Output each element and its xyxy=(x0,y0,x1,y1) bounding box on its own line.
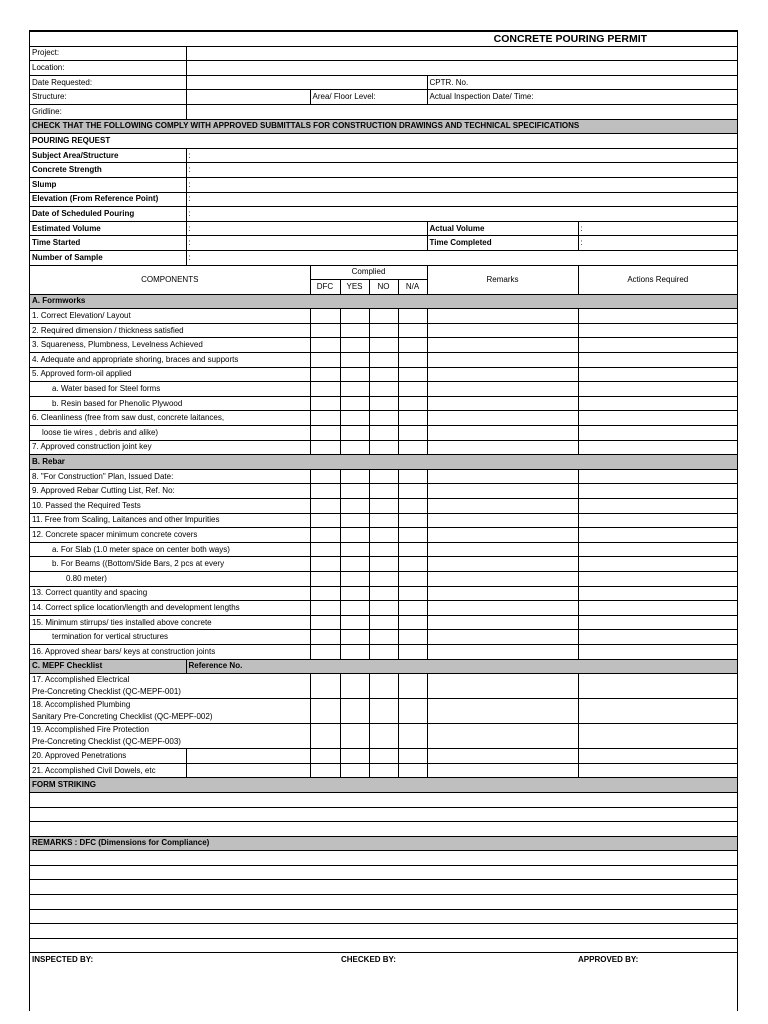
mepf-item-line2: Pre-Concreting Checklist (QC-MEPF-003) xyxy=(32,737,181,747)
remarks-cell[interactable] xyxy=(427,615,578,630)
check-cell[interactable] xyxy=(340,484,369,499)
number-of-sample-field[interactable]: : xyxy=(186,250,737,265)
remarks-line[interactable] xyxy=(30,924,737,939)
gridline-field[interactable] xyxy=(186,104,737,119)
mepf-item-20: 20. Approved Penetrations xyxy=(30,749,186,764)
actions-cell[interactable] xyxy=(578,367,737,382)
check-cell[interactable] xyxy=(310,513,340,528)
check-cell[interactable] xyxy=(398,542,427,557)
time-completed-label: Time Completed xyxy=(427,236,578,251)
check-cell[interactable] xyxy=(398,528,427,543)
remarks-cell[interactable] xyxy=(427,586,578,601)
check-cell[interactable] xyxy=(369,513,398,528)
check-cell[interactable] xyxy=(340,571,369,586)
check-cell[interactable] xyxy=(369,440,398,455)
check-cell[interactable] xyxy=(310,440,340,455)
form-striking-line[interactable] xyxy=(30,807,737,822)
actual-inspection-label: Actual Inspection Date/ Time: xyxy=(427,90,737,105)
actions-cell[interactable] xyxy=(578,323,737,338)
check-cell[interactable] xyxy=(369,630,398,645)
check-cell[interactable] xyxy=(398,309,427,324)
check-cell[interactable] xyxy=(310,644,340,659)
checklist-item: 16. Approved shear bars/ keys at construction joints xyxy=(30,644,310,659)
check-cell[interactable] xyxy=(369,499,398,514)
actions-cell[interactable] xyxy=(578,674,737,699)
checklist-item: 6. Cleanliness (free from saw dust, concrete laitances, xyxy=(30,411,310,426)
checklist-item: b. For Beams ((Bottom/Side Bars, 2 pcs at every xyxy=(30,557,310,572)
check-cell[interactable] xyxy=(398,586,427,601)
remarks-heading: REMARKS : DFC (Dimensions for Compliance) xyxy=(30,836,737,851)
remarks-cell[interactable] xyxy=(427,396,578,411)
remarks-cell[interactable] xyxy=(427,469,578,484)
remarks-cell[interactable] xyxy=(427,367,578,382)
check-cell[interactable] xyxy=(340,440,369,455)
check-cell[interactable] xyxy=(340,528,369,543)
checklist-item: 1. Correct Elevation/ Layout xyxy=(30,309,310,324)
checklist-item: 11. Free from Scaling, Laitances and other Impurities xyxy=(30,513,310,528)
check-cell[interactable] xyxy=(310,601,340,616)
structure-field[interactable] xyxy=(186,90,310,105)
check-cell[interactable] xyxy=(398,571,427,586)
actions-cell[interactable] xyxy=(578,338,737,353)
actions-cell[interactable] xyxy=(578,411,737,426)
checklist-item: 9. Approved Rebar Cutting List, Ref. No: xyxy=(30,484,310,499)
check-cell[interactable] xyxy=(369,411,398,426)
remarks-cell[interactable] xyxy=(427,644,578,659)
mepf-item-line2: Sanitary Pre-Concreting Checklist (QC-MEPF-002) xyxy=(32,712,213,722)
check-cell[interactable] xyxy=(369,484,398,499)
check-cell[interactable] xyxy=(310,323,340,338)
check-cell[interactable] xyxy=(340,644,369,659)
check-cell[interactable] xyxy=(310,469,340,484)
check-cell[interactable] xyxy=(398,338,427,353)
remarks-cell[interactable] xyxy=(427,699,578,724)
remarks-cell[interactable] xyxy=(427,557,578,572)
estimated-volume-field[interactable]: : xyxy=(186,221,427,236)
checklist-item: 7. Approved construction joint key xyxy=(30,440,310,455)
checklist-item: 8. "For Construction" Plan, Issued Date: xyxy=(30,469,310,484)
subject-area-label: Subject Area/Structure xyxy=(30,148,186,163)
mepf-checklist-item xyxy=(30,674,310,699)
check-cell[interactable] xyxy=(310,542,340,557)
check-cell[interactable] xyxy=(398,426,427,441)
date-requested-field[interactable] xyxy=(186,75,427,90)
check-cell[interactable] xyxy=(369,571,398,586)
date-scheduled-field[interactable]: : xyxy=(186,207,737,222)
mepf-reference-heading: Reference No. xyxy=(186,659,737,674)
check-cell[interactable] xyxy=(398,699,427,724)
mepf-checklist-item xyxy=(30,724,310,749)
check-cell[interactable] xyxy=(310,309,340,324)
actual-volume-field[interactable]: : xyxy=(578,221,737,236)
check-cell[interactable] xyxy=(340,557,369,572)
check-cell[interactable] xyxy=(340,763,369,778)
check-cell[interactable] xyxy=(398,644,427,659)
remarks-cell[interactable] xyxy=(427,571,578,586)
checklist-item: termination for vertical structures xyxy=(30,630,310,645)
remarks-cell[interactable] xyxy=(427,528,578,543)
check-cell[interactable] xyxy=(398,630,427,645)
check-cell[interactable] xyxy=(340,353,369,368)
check-cell[interactable] xyxy=(340,396,369,411)
check-cell[interactable] xyxy=(340,586,369,601)
mepf-heading: C. MEPF Checklist xyxy=(30,659,186,674)
actions-cell[interactable] xyxy=(578,469,737,484)
check-cell[interactable] xyxy=(310,528,340,543)
number-of-sample-label: Number of Sample xyxy=(30,250,186,265)
time-completed-field[interactable]: : xyxy=(578,236,737,251)
check-cell[interactable] xyxy=(310,484,340,499)
check-cell[interactable] xyxy=(398,749,427,764)
actions-cell[interactable] xyxy=(578,382,737,397)
checklist-item: a. For Slab (1.0 meter space on center both ways) xyxy=(30,542,310,557)
components-header: COMPONENTS xyxy=(30,265,310,294)
check-cell[interactable] xyxy=(340,323,369,338)
remarks-cell[interactable] xyxy=(427,513,578,528)
check-cell[interactable] xyxy=(369,396,398,411)
check-cell[interactable] xyxy=(340,469,369,484)
remarks-cell[interactable] xyxy=(427,309,578,324)
actions-cell[interactable] xyxy=(578,601,737,616)
mepf-item-line1: 17. Accomplished Electrical xyxy=(32,675,130,685)
form-striking-heading: FORM STRIKING xyxy=(30,778,737,793)
check-cell[interactable] xyxy=(398,469,427,484)
concrete-strength-label: Concrete Strength xyxy=(30,163,186,178)
check-cell[interactable] xyxy=(398,367,427,382)
check-cell[interactable] xyxy=(369,528,398,543)
check-cell[interactable] xyxy=(340,615,369,630)
remarks-cell[interactable] xyxy=(427,749,578,764)
check-cell[interactable] xyxy=(340,367,369,382)
check-cell[interactable] xyxy=(369,699,398,724)
checklist-item: 13. Correct quantity and spacing xyxy=(30,586,310,601)
check-cell[interactable] xyxy=(369,367,398,382)
checklist-item: 5. Approved form-oil applied xyxy=(30,367,310,382)
check-cell[interactable] xyxy=(398,557,427,572)
permit-table xyxy=(30,31,737,967)
check-cell[interactable] xyxy=(369,615,398,630)
form-striking-line[interactable] xyxy=(30,822,737,837)
check-cell[interactable] xyxy=(369,644,398,659)
compliance-banner: CHECK THAT THE FOLLOWING COMPLY WITH APPROVED SUBMITTALS FOR CONSTRUCTION DRAWINGS AND TECHNICAL SPECIFICATIONS xyxy=(30,119,737,134)
check-cell[interactable] xyxy=(340,338,369,353)
remarks-line[interactable] xyxy=(30,880,737,895)
check-cell[interactable] xyxy=(369,557,398,572)
checklist-item: a. Water based for Steel forms xyxy=(30,382,310,397)
check-cell[interactable] xyxy=(310,396,340,411)
check-cell[interactable] xyxy=(369,338,398,353)
actions-cell[interactable] xyxy=(578,528,737,543)
inspected-by-label: INSPECTED BY: xyxy=(30,953,310,967)
check-cell[interactable] xyxy=(369,724,398,749)
actions-cell[interactable] xyxy=(578,763,737,778)
check-cell[interactable] xyxy=(310,630,340,645)
actions-cell[interactable] xyxy=(578,615,737,630)
mepf-item-20-reference[interactable] xyxy=(186,749,310,764)
location-label: Location: xyxy=(30,61,186,76)
actions-cell[interactable] xyxy=(578,724,737,749)
check-cell[interactable] xyxy=(398,763,427,778)
actions-cell[interactable] xyxy=(578,513,737,528)
check-cell[interactable] xyxy=(310,699,340,724)
check-cell[interactable] xyxy=(369,763,398,778)
concrete-strength-field[interactable]: : xyxy=(186,163,737,178)
time-started-field[interactable]: : xyxy=(186,236,427,251)
check-cell[interactable] xyxy=(398,353,427,368)
check-cell[interactable] xyxy=(310,615,340,630)
formworks-heading: A. Formworks xyxy=(30,294,737,309)
project-label: Project: xyxy=(30,46,186,61)
no-header: NO xyxy=(369,280,398,295)
check-cell[interactable] xyxy=(398,411,427,426)
actions-cell[interactable] xyxy=(578,426,737,441)
check-cell[interactable] xyxy=(398,513,427,528)
checklist-item: 0.80 meter) xyxy=(30,571,310,586)
remarks-cell[interactable] xyxy=(427,724,578,749)
remarks-line[interactable] xyxy=(30,938,737,953)
check-cell[interactable] xyxy=(369,601,398,616)
actions-cell[interactable] xyxy=(578,557,737,572)
check-cell[interactable] xyxy=(340,309,369,324)
subject-area-field[interactable]: : xyxy=(186,148,737,163)
slump-field[interactable]: : xyxy=(186,177,737,192)
actions-cell[interactable] xyxy=(578,630,737,645)
time-started-label: Time Started xyxy=(30,236,186,251)
location-field[interactable] xyxy=(186,61,737,76)
check-cell[interactable] xyxy=(340,630,369,645)
remarks-header: Remarks xyxy=(427,265,578,294)
gridline-label: Gridline: xyxy=(30,104,186,119)
check-cell[interactable] xyxy=(398,440,427,455)
check-cell[interactable] xyxy=(369,353,398,368)
check-cell[interactable] xyxy=(398,615,427,630)
check-cell[interactable] xyxy=(310,499,340,514)
check-cell[interactable] xyxy=(369,542,398,557)
check-cell[interactable] xyxy=(398,724,427,749)
check-cell[interactable] xyxy=(310,382,340,397)
remarks-cell[interactable] xyxy=(427,484,578,499)
complied-header: Complied xyxy=(310,265,427,280)
actions-cell[interactable] xyxy=(578,542,737,557)
checklist-item: 10. Passed the Required Tests xyxy=(30,499,310,514)
check-cell[interactable] xyxy=(340,699,369,724)
dfc-header: DFC xyxy=(310,280,340,295)
check-cell[interactable] xyxy=(398,674,427,699)
remarks-cell[interactable] xyxy=(427,601,578,616)
remarks-line[interactable] xyxy=(30,895,737,910)
checklist-item: 15. Minimum stirrups/ ties installed above concrete xyxy=(30,615,310,630)
check-cell[interactable] xyxy=(310,367,340,382)
check-cell[interactable] xyxy=(369,382,398,397)
check-cell[interactable] xyxy=(310,724,340,749)
check-cell[interactable] xyxy=(340,674,369,699)
check-cell[interactable] xyxy=(310,763,340,778)
check-cell[interactable] xyxy=(310,426,340,441)
check-cell[interactable] xyxy=(340,411,369,426)
check-cell[interactable] xyxy=(398,396,427,411)
slump-label: Slump xyxy=(30,177,186,192)
form-striking-line[interactable] xyxy=(30,792,737,807)
check-cell[interactable] xyxy=(310,586,340,601)
check-cell[interactable] xyxy=(310,338,340,353)
check-cell[interactable] xyxy=(398,499,427,514)
check-cell[interactable] xyxy=(369,586,398,601)
check-cell[interactable] xyxy=(398,323,427,338)
check-cell[interactable] xyxy=(369,309,398,324)
check-cell[interactable] xyxy=(369,749,398,764)
form-title: CONCRETE POURING PERMIT xyxy=(30,32,737,47)
date-requested-label: Date Requested: xyxy=(30,75,186,90)
checklist-item: b. Resin based for Phenolic Plywood xyxy=(30,396,310,411)
pouring-request-heading: POURING REQUEST xyxy=(30,134,737,149)
checklist-item: 14. Correct splice location/length and development lengths xyxy=(30,601,310,616)
actions-cell[interactable] xyxy=(578,484,737,499)
actions-cell[interactable] xyxy=(578,571,737,586)
remarks-cell[interactable] xyxy=(427,630,578,645)
remarks-cell[interactable] xyxy=(427,440,578,455)
remarks-line[interactable] xyxy=(30,865,737,880)
estimated-volume-label: Estimated Volume xyxy=(30,221,186,236)
actions-required-header: Actions Required xyxy=(578,265,737,294)
cptr-no-label: CPTR. No. xyxy=(427,75,737,90)
actions-cell[interactable] xyxy=(578,699,737,724)
check-cell[interactable] xyxy=(369,674,398,699)
check-cell[interactable] xyxy=(398,484,427,499)
date-scheduled-label: Date of Scheduled Pouring xyxy=(30,207,186,222)
check-cell[interactable] xyxy=(369,323,398,338)
checked-by-label: CHECKED BY: xyxy=(310,953,578,967)
checklist-item: 2. Required dimension / thickness satisfied xyxy=(30,323,310,338)
check-cell[interactable] xyxy=(340,382,369,397)
mepf-checklist-item xyxy=(30,699,310,724)
mepf-item-21: 21. Accomplished Civil Dowels, etc xyxy=(30,763,186,778)
mepf-item-line1: 19. Accomplished Fire Protection xyxy=(32,725,149,735)
remarks-cell[interactable] xyxy=(427,499,578,514)
yes-header: YES xyxy=(340,280,369,295)
elevation-field[interactable]: : xyxy=(186,192,737,207)
mepf-item-line1: 18. Accomplished Plumbing xyxy=(32,700,131,710)
checklist-item: 12. Concrete spacer minimum concrete covers xyxy=(30,528,310,543)
remarks-cell[interactable] xyxy=(427,763,578,778)
remarks-line[interactable] xyxy=(30,909,737,924)
check-cell[interactable] xyxy=(340,513,369,528)
area-floor-level-label: Area/ Floor Level: xyxy=(310,90,427,105)
approved-by-label: APPROVED BY: xyxy=(578,953,737,967)
check-cell[interactable] xyxy=(340,601,369,616)
remarks-cell[interactable] xyxy=(427,382,578,397)
check-cell[interactable] xyxy=(340,426,369,441)
signature-space xyxy=(30,967,737,1011)
remarks-cell[interactable] xyxy=(427,542,578,557)
rebar-heading: B. Rebar xyxy=(30,455,737,470)
remarks-line[interactable] xyxy=(30,851,737,866)
actions-cell[interactable] xyxy=(578,749,737,764)
actions-cell[interactable] xyxy=(578,586,737,601)
checklist-item: 3. Squareness, Plumbness, Levelness Achieved xyxy=(30,338,310,353)
remarks-cell[interactable] xyxy=(427,323,578,338)
actions-cell[interactable] xyxy=(578,644,737,659)
check-cell[interactable] xyxy=(369,426,398,441)
check-cell[interactable] xyxy=(310,674,340,699)
actions-cell[interactable] xyxy=(578,499,737,514)
checklist-item: loose tie wires , debris and alike) xyxy=(30,426,310,441)
project-field[interactable] xyxy=(186,46,737,61)
actions-cell[interactable] xyxy=(578,353,737,368)
concrete-pouring-permit-form xyxy=(29,30,738,1011)
check-cell[interactable] xyxy=(369,469,398,484)
actions-cell[interactable] xyxy=(578,396,737,411)
check-cell[interactable] xyxy=(340,499,369,514)
actions-cell[interactable] xyxy=(578,440,737,455)
mepf-item-line2: Pre-Concreting Checklist (QC-MEPF-001) xyxy=(32,687,181,697)
check-cell[interactable] xyxy=(340,749,369,764)
remarks-cell[interactable] xyxy=(427,411,578,426)
remarks-cell[interactable] xyxy=(427,426,578,441)
remarks-cell[interactable] xyxy=(427,338,578,353)
remarks-cell[interactable] xyxy=(427,674,578,699)
check-cell[interactable] xyxy=(310,571,340,586)
remarks-cell[interactable] xyxy=(427,353,578,368)
check-cell[interactable] xyxy=(398,382,427,397)
check-cell[interactable] xyxy=(398,601,427,616)
checklist-item: 4. Adequate and appropriate shoring, braces and supports xyxy=(30,353,310,368)
check-cell[interactable] xyxy=(340,542,369,557)
structure-label: Structure: xyxy=(30,90,186,105)
check-cell[interactable] xyxy=(310,353,340,368)
check-cell[interactable] xyxy=(310,749,340,764)
check-cell[interactable] xyxy=(310,411,340,426)
na-header: N/A xyxy=(398,280,427,295)
mepf-item-21-reference[interactable] xyxy=(186,763,310,778)
actual-volume-label: Actual Volume xyxy=(427,221,578,236)
actions-cell[interactable] xyxy=(578,309,737,324)
check-cell[interactable] xyxy=(310,557,340,572)
check-cell[interactable] xyxy=(340,724,369,749)
elevation-label: Elevation (From Reference Point) xyxy=(30,192,186,207)
